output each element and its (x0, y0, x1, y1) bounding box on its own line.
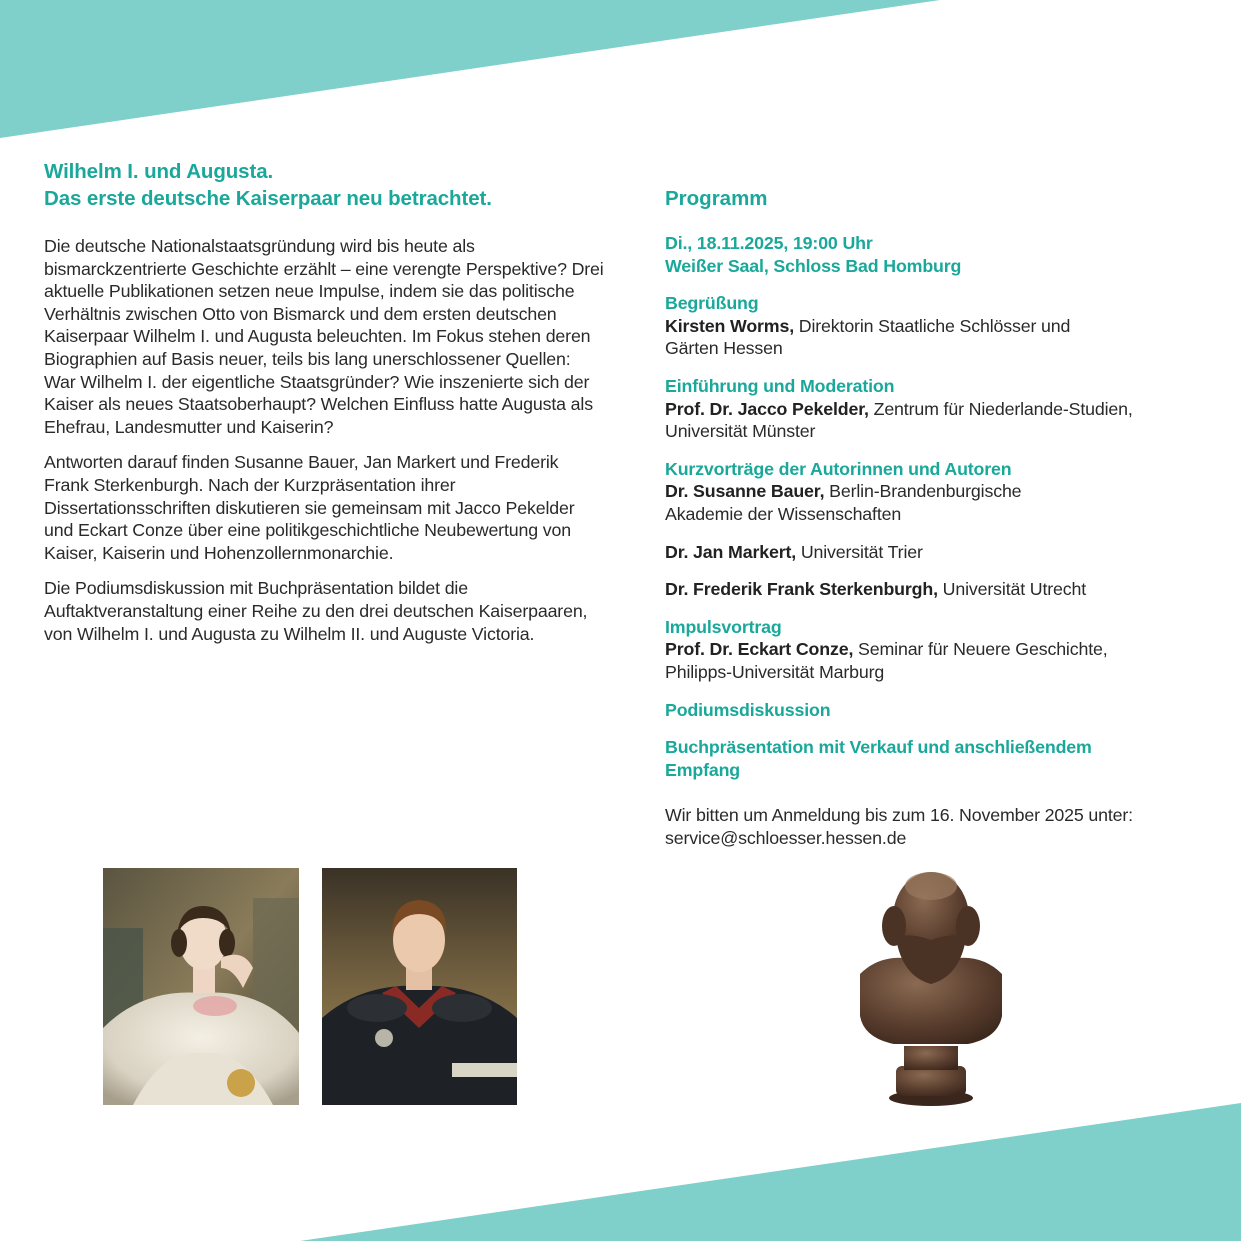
speaker-affiliation: Seminar für Neuere Geschichte, (853, 639, 1108, 660)
item-label: Podiumsdiskussion (665, 699, 831, 720)
programm-item-begruessung (665, 292, 1205, 360)
item-label: Kurzvorträge der Autorinnen und Autoren (665, 458, 1012, 479)
speaker-name: Prof. Dr. Eckart Conze, (665, 639, 854, 660)
event-date-venue (665, 232, 1205, 277)
programm-item-impuls (665, 616, 1205, 684)
programm-item-einfuehrung (665, 375, 1205, 443)
speaker-affiliation: Berlin-Brandenburgische (824, 481, 1022, 502)
title-line-2: Das erste deutsche Kaiserpaar neu betrachtet. (44, 187, 492, 210)
speaker-name: Prof. Dr. Jacco Pekelder, (665, 398, 869, 419)
intro-paragraph-2: Antworten darauf finden Susanne Bauer, Jan Markert und Frederik Frank Sterkenburgh. Nach der Kurzpräsentation ihrer Dissertationsschriften diskutieren sie gemeinsam mit Jacco Pekelder und Eckart Conze über eine politikgeschichtliche Neubewertung von Kaiser, Kaiserin und Hohenzollernmonarchie. (44, 452, 575, 563)
speaker-name: Dr. Susanne Bauer, (665, 481, 825, 502)
intro-paragraph-3: Die Podiumsdiskussion mit Buchpräsentation bildet die Auftaktveranstaltung einer Reihe zu den drei deutschen Kaiserpaaren, von Wilhelm I. und Augusta zu Wilhelm II. und Auguste Victoria. (44, 578, 588, 644)
registration-note (665, 804, 1205, 849)
speaker-name: Kirsten Worms, (665, 315, 794, 336)
speaker-affiliation: Direktorin Staatliche Schlösser und (794, 315, 1071, 336)
registration-email-link[interactable]: service@schloesser.hessen.de (665, 827, 907, 848)
top-teal-band (0, 0, 940, 138)
speaker-affiliation-cont: Gärten Hessen (665, 338, 783, 359)
speaker-affiliation: Zentrum für Niederlande-Studien, (868, 398, 1133, 419)
item-label-cont: Empfang (665, 759, 741, 780)
registration-text: Wir bitten um Anmeldung bis zum 16. November 2025 unter: (665, 805, 1133, 826)
speaker-affiliation-cont: Universität Münster (665, 421, 816, 442)
bottom-teal-band (300, 1103, 1241, 1241)
speaker-name: Dr. Frederik Frank Sterkenburgh, (665, 579, 938, 600)
item-label: Einführung und Moderation (665, 375, 895, 396)
programm-item-speaker-sterkenburgh (665, 578, 1205, 601)
portrait-wilhelm-image (322, 868, 517, 1105)
item-label: Impulsvortrag (665, 616, 782, 637)
speaker-name: Dr. Jan Markert, (665, 541, 797, 562)
programm-item-kurzvortraege (665, 458, 1205, 526)
page-title (44, 158, 604, 212)
event-venue: Weißer Saal, Schloss Bad Homburg (665, 255, 962, 276)
intro-paragraph-1: Die deutsche Nationalstaatsgründung wird bis heute als bismarckzentrierte Geschichte erzählt – eine verengte Perspektive? Drei aktuelle Publikationen setzen neue Impulse, indem sie das politische Verhältnis zwischen Otto von Bismarck und dem ersten deutschen Kaiserpaar Wilhelm I. und Augusta beleuchten. Im Fokus stehen deren Biographien auf Basis neuer, teils bis lang unerschlossener Quellen: War Wilhelm I. der eigentliche Staatsgründer? Wie inszenierte sich der Kaiser als neues Staatsoberhaupt? Welchen Einfluss hatte Augusta als Ehefrau, Landesmutter und Kaiserin? (44, 236, 604, 437)
programm-heading: Programm (665, 187, 768, 210)
bust-image (848, 866, 1014, 1108)
portrait-augusta-image (103, 868, 299, 1105)
event-date: Di., 18.11.2025, 19:00 Uhr (665, 233, 873, 253)
programm-section (665, 186, 1205, 864)
programm-item-speaker-markert (665, 541, 1205, 564)
programm-item-podium (665, 699, 1205, 722)
speaker-affiliation-cont: Philipps-Universität Marburg (665, 661, 885, 682)
item-label: Buchpräsentation mit Verkauf und anschließendem (665, 737, 1092, 758)
speaker-affiliation: Universität Trier (796, 541, 923, 562)
intro-section (44, 158, 604, 658)
programm-item-buch (665, 736, 1205, 781)
item-label: Begrüßung (665, 293, 759, 314)
title-line-1: Wilhelm I. und Augusta. (44, 160, 274, 183)
speaker-affiliation: Universität Utrecht (937, 579, 1087, 600)
speaker-affiliation-cont: Akademie der Wissenschaften (665, 503, 902, 524)
